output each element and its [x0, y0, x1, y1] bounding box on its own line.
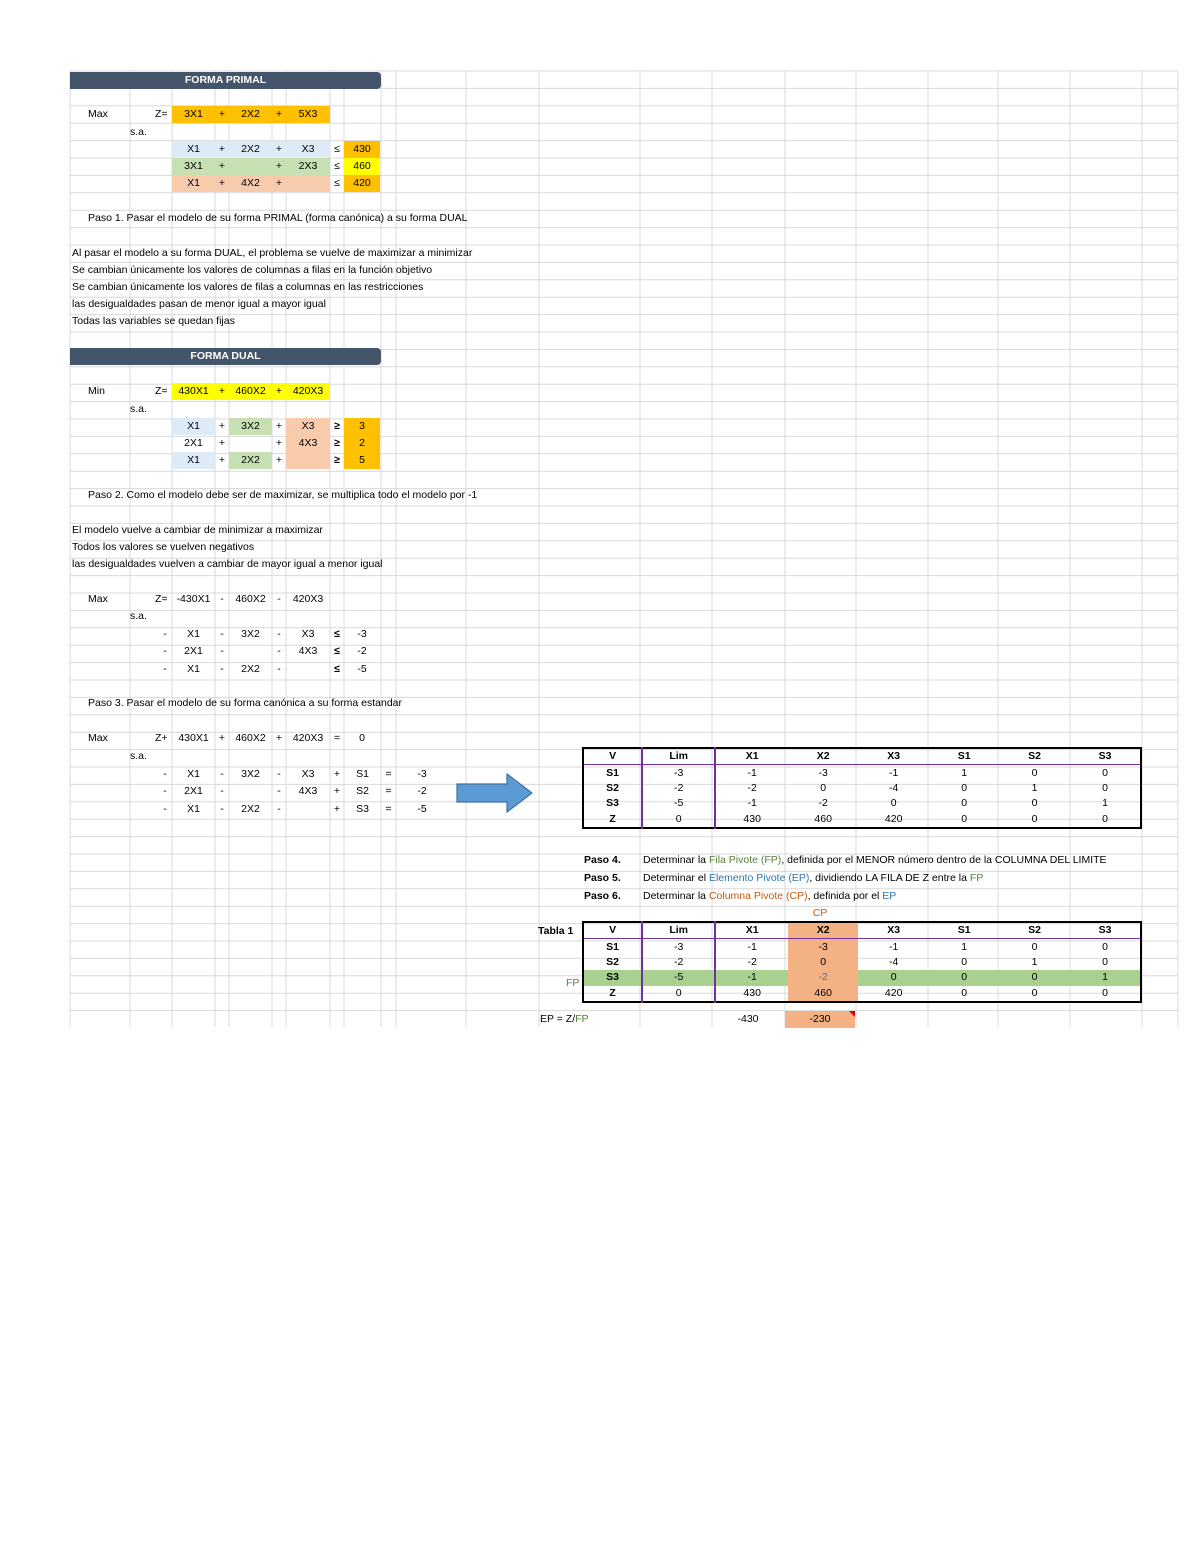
op: -	[220, 662, 224, 675]
term: X1	[187, 177, 200, 189]
step-text-part: Determinar la	[643, 854, 709, 866]
table-cell: S2	[583, 781, 642, 796]
obj-op: +	[218, 732, 226, 744]
table-cell: 0	[961, 971, 968, 984]
step-text	[643, 888, 896, 905]
op: -	[220, 785, 224, 798]
note: Se cambian únicamente los valores de filas a columnas en las restricciones	[72, 281, 424, 293]
table-cell: -3	[642, 939, 715, 955]
table-cell: 0	[1102, 781, 1108, 794]
table-cell: 1	[1102, 797, 1108, 810]
op: -	[277, 628, 281, 640]
primal-z: Z=	[155, 108, 168, 120]
obj-term: 420X3	[292, 732, 324, 744]
obj-term: -430X1	[176, 593, 211, 605]
column-header: X2	[788, 922, 858, 939]
op: +	[333, 768, 341, 780]
note: El modelo vuelve a cambiar de minimizar a maximizar	[72, 524, 323, 536]
column-header: X3	[858, 922, 929, 939]
equals: =	[385, 785, 392, 798]
table-cell: -1	[747, 797, 757, 810]
table-cell: 0	[820, 781, 827, 794]
table-cell: 0	[961, 781, 968, 794]
term: X3	[301, 628, 315, 640]
dual-objective-band	[172, 383, 330, 400]
note: Todas las variables se quedan fijas	[72, 315, 235, 327]
table-cell: -2	[747, 955, 757, 968]
std-sense: Max	[88, 732, 108, 744]
neg-sense: Max	[88, 593, 108, 605]
table-cell: -3	[818, 766, 828, 779]
obj-term: 420X3	[292, 593, 324, 605]
table-cell: -3	[642, 765, 715, 781]
term: X1	[187, 143, 200, 155]
term: 2X2	[241, 802, 260, 815]
table-cell: 0	[642, 812, 715, 828]
table-cell: -1	[889, 940, 899, 953]
term	[229, 435, 272, 452]
column-header: X1	[715, 922, 788, 939]
column-header: V	[583, 922, 642, 939]
relation: ≥	[334, 437, 340, 449]
step-text-part: , definida por el MENOR número dentro de la COLUMNA DEL LIMITE	[781, 854, 1107, 866]
table-header-row	[583, 748, 1141, 765]
obj-term: 430X1	[178, 385, 209, 397]
table-cell: -1	[747, 971, 757, 984]
obj-op: +	[275, 732, 283, 744]
table-cell: -1	[889, 766, 899, 779]
column-header: S1	[929, 922, 999, 939]
term: 4X2	[241, 177, 260, 189]
op: +	[275, 437, 283, 449]
op: -	[220, 768, 224, 780]
op: +	[218, 420, 226, 432]
ep-fp: FP	[575, 1013, 589, 1025]
term: 2X2	[241, 662, 260, 675]
relation: ≤	[334, 662, 340, 675]
table-cell: 1	[1031, 781, 1038, 794]
table-cell: 0	[1102, 955, 1108, 968]
term: X1	[187, 628, 200, 640]
term: 3X1	[184, 160, 203, 172]
rhs: 5	[344, 452, 380, 469]
column-header: V	[583, 748, 642, 765]
rhs: -5	[417, 802, 427, 815]
obj-op: +	[218, 385, 226, 397]
rhs: 420	[344, 175, 380, 192]
slack-var: S3	[356, 802, 369, 815]
obj-op: -	[277, 593, 281, 605]
table-cell: 0	[1031, 986, 1038, 999]
table-cell: 0	[1031, 940, 1038, 953]
table-cell: 0	[961, 797, 968, 810]
term: 4X3	[298, 785, 318, 798]
table-cell: 0	[1031, 812, 1038, 825]
column-header: S1	[929, 748, 999, 765]
term: X1	[187, 768, 200, 780]
term	[286, 452, 330, 469]
column-header: X3	[858, 748, 929, 765]
neg-objective	[172, 591, 330, 608]
term: 2X1	[184, 785, 203, 798]
primal-constraint-1	[172, 141, 330, 158]
term: 2X3	[298, 160, 318, 172]
term: 4X3	[298, 437, 318, 449]
obj-op: +	[218, 108, 226, 120]
obj-term: 460X2	[235, 385, 266, 397]
step-text	[643, 870, 983, 887]
column-header: Lim	[642, 748, 715, 765]
obj-term: 430X1	[178, 732, 209, 744]
ep-formula	[540, 1011, 589, 1028]
obj-op: +	[275, 108, 283, 120]
column-header: S2	[999, 748, 1070, 765]
dual-constraint-3	[172, 452, 330, 469]
neg-z: Z=	[155, 593, 168, 605]
slack-var: S1	[356, 768, 369, 780]
term: 2X2	[241, 454, 260, 466]
op: +	[218, 177, 226, 189]
table-cell: -2	[788, 970, 858, 985]
column-header: S2	[999, 922, 1070, 939]
obj-op: =	[333, 732, 341, 744]
table-1-title: Tabla 1	[538, 925, 574, 937]
term: 2X1	[184, 645, 203, 658]
table-row	[583, 812, 1141, 828]
step-text-part: EP	[882, 890, 897, 902]
sign: -	[163, 785, 167, 798]
table-cell: 420	[884, 986, 903, 999]
note: las desigualdades vuelven a cambiar de mayor igual a menor igual	[72, 558, 383, 570]
sign: -	[163, 768, 167, 780]
note: Todos los valores se vuelven negativos	[72, 541, 255, 553]
term: 3X2	[241, 628, 260, 640]
term: X3	[301, 768, 315, 780]
term: 3X2	[241, 768, 260, 780]
table-cell: Z	[583, 812, 642, 828]
table-cell: S1	[583, 939, 642, 955]
right-arrow-icon	[455, 772, 535, 814]
op: +	[218, 437, 226, 449]
op: +	[275, 420, 283, 432]
relation: ≤	[334, 645, 340, 658]
table-row	[583, 970, 1141, 985]
obj-op: +	[275, 385, 283, 397]
primal-sense: Max	[88, 108, 108, 120]
std-z: Z+	[155, 732, 168, 744]
table-cell: 0	[788, 955, 858, 970]
term	[286, 661, 330, 678]
term: X1	[187, 454, 200, 466]
table-cell: 460	[814, 812, 832, 825]
table-cell: 0	[1102, 986, 1108, 999]
table-cell: -2	[818, 797, 828, 810]
column-header: X2	[788, 748, 858, 765]
term: X3	[301, 143, 315, 155]
rhs: -2	[357, 645, 367, 658]
rhs: 2	[344, 435, 380, 452]
table-row	[583, 781, 1141, 796]
table-cell: 0	[1031, 971, 1038, 984]
sign: -	[163, 628, 167, 640]
rhs: -5	[357, 662, 367, 675]
relation: ≥	[334, 454, 340, 466]
simplex-table-initial	[582, 747, 1142, 829]
table-cell: 0	[961, 812, 968, 825]
table-cell: 0	[890, 797, 897, 810]
relation: ≤	[334, 143, 340, 155]
step-text-part: , definida por el	[807, 890, 883, 902]
obj-term: 3X1	[184, 108, 203, 120]
column-header: S3	[1070, 748, 1141, 765]
table-cell: -1	[747, 940, 757, 953]
table-header-row	[583, 922, 1141, 939]
table-cell: 1	[961, 940, 968, 953]
slack-var: S2	[356, 785, 369, 798]
op: -	[277, 645, 281, 658]
term	[229, 158, 272, 175]
table-cell: -2	[642, 955, 715, 970]
table-cell: 1	[1031, 955, 1038, 968]
step-text-part: Determinar la	[643, 890, 709, 902]
dual-constraint-2	[172, 435, 330, 452]
table-cell: 0	[961, 986, 968, 999]
step-text-part: Determinar el	[643, 872, 709, 884]
term: X3	[301, 420, 315, 432]
op: -	[220, 628, 224, 640]
op: -	[277, 802, 281, 815]
note: Al pasar el modelo a su forma DUAL, el problema se vuelve de maximizar a minimizar	[72, 247, 473, 259]
ep-label: EP = Z/	[540, 1013, 576, 1025]
obj-term: 2X2	[241, 108, 260, 120]
table-cell: -5	[642, 970, 715, 985]
table-row	[583, 986, 1141, 1002]
equals: =	[385, 768, 392, 780]
table-row	[583, 939, 1141, 955]
table-cell: 0	[1102, 812, 1108, 825]
comment-marker-icon	[849, 1011, 855, 1017]
dual-sense: Min	[88, 385, 105, 397]
primal-constraint-3	[172, 175, 330, 192]
op: +	[218, 143, 226, 155]
op: -	[277, 768, 281, 780]
op: +	[218, 160, 226, 172]
relation: ≤	[334, 628, 340, 640]
obj-term: 460X2	[235, 732, 266, 744]
op: +	[218, 454, 226, 466]
term	[286, 801, 330, 818]
dual-header: FORMA DUAL	[70, 348, 381, 365]
primal-objective-band	[172, 106, 330, 123]
column-header: X1	[715, 748, 788, 765]
term: X1	[187, 420, 200, 432]
table-cell: S1	[583, 765, 642, 781]
term: 2X1	[184, 437, 203, 449]
obj-term: 0	[359, 732, 365, 744]
relation: ≥	[334, 420, 340, 432]
step-label: Paso 4.	[584, 854, 621, 866]
term	[286, 175, 330, 192]
table-cell: -1	[747, 766, 757, 779]
table-cell: 0	[1102, 766, 1108, 779]
fp-label: FP	[566, 977, 580, 989]
table-cell: -4	[889, 781, 899, 794]
primal-constraint-2	[172, 158, 330, 175]
table-cell: Z	[583, 986, 642, 1002]
std-sa: s.a.	[130, 750, 147, 762]
obj-term: 460X2	[235, 593, 266, 605]
dual-sa: s.a.	[130, 403, 147, 415]
obj-op: -	[220, 593, 224, 605]
op: +	[275, 143, 283, 155]
op: +	[333, 802, 341, 815]
column-header: S3	[1070, 922, 1141, 939]
table-row	[583, 955, 1141, 970]
table-cell: -4	[889, 955, 899, 968]
cp-label: CP	[812, 907, 828, 919]
table-row	[583, 796, 1141, 811]
step-1: Paso 1. Pasar el modelo de su forma PRIMAL (forma canónica) a su forma DUAL	[88, 212, 468, 224]
table-cell: 0	[890, 971, 897, 984]
table-cell: 1	[961, 766, 968, 779]
table-cell: -3	[788, 939, 858, 955]
step-text-part: Elemento Pivote (EP)	[708, 872, 810, 884]
note: Se cambian únicamente los valores de columnas a filas en la función objetivo	[72, 264, 433, 276]
std-objective	[172, 730, 387, 747]
equals: =	[385, 802, 392, 815]
step-text-part: Fila Pivote (FP)	[708, 854, 782, 866]
relation: ≤	[334, 177, 340, 189]
op: +	[275, 160, 283, 172]
term: X1	[187, 662, 200, 675]
term: 4X3	[298, 645, 318, 658]
op: -	[220, 645, 224, 658]
table-cell: S3	[583, 796, 642, 811]
term: X1	[187, 802, 200, 815]
step-text-part: , dividiendo LA FILA DE Z entre la	[809, 872, 970, 884]
sign: -	[163, 645, 167, 658]
table-cell: 0	[1031, 766, 1038, 779]
primal-header: FORMA PRIMAL	[70, 72, 381, 89]
op: +	[333, 785, 341, 798]
rhs: -2	[417, 785, 427, 798]
column-header: Lim	[642, 922, 715, 939]
sign: -	[163, 662, 167, 675]
neg-sa: s.a.	[130, 610, 147, 622]
op: +	[275, 177, 283, 189]
table-cell: 430	[743, 812, 761, 825]
table-cell: 0	[961, 955, 968, 968]
primal-sa: s.a.	[130, 126, 147, 138]
step-text-part: Columna Pivote (CP)	[708, 890, 808, 902]
table-cell: S3	[583, 970, 642, 985]
table-cell: 430	[743, 986, 761, 999]
term	[229, 643, 272, 660]
term	[229, 783, 272, 800]
op: +	[275, 454, 283, 466]
obj-term: 420X3	[292, 385, 324, 397]
ep-x1: -430	[737, 1013, 759, 1025]
op: -	[277, 785, 281, 798]
rhs: -3	[357, 628, 367, 640]
table-cell: 1	[1102, 971, 1108, 984]
table-cell: 0	[642, 986, 715, 1002]
sign: -	[163, 802, 167, 815]
table-cell: -2	[747, 781, 757, 794]
table-cell: -2	[642, 781, 715, 796]
op: -	[220, 802, 224, 815]
term: 3X2	[241, 420, 260, 432]
table-cell: 460	[788, 986, 858, 1002]
relation: ≤	[334, 160, 340, 172]
simplex-table-1	[582, 921, 1142, 1003]
step-label: Paso 6.	[584, 890, 621, 902]
dual-z: Z=	[155, 385, 168, 397]
table-cell: S2	[583, 955, 642, 970]
note: las desigualdades pasan de menor igual a mayor igual	[72, 298, 326, 310]
rhs: -3	[417, 768, 427, 780]
op: -	[277, 662, 281, 675]
table-row	[583, 765, 1141, 781]
table-cell: 420	[884, 812, 903, 825]
rhs: 3	[344, 418, 380, 435]
step-label: Paso 5.	[584, 872, 621, 884]
step-text	[643, 852, 1107, 869]
term: 2X2	[241, 143, 260, 155]
rhs: 460	[344, 158, 380, 175]
table-cell: 0	[1031, 797, 1038, 810]
obj-term: 5X3	[298, 108, 318, 120]
table-cell: 0	[1102, 940, 1108, 953]
step-3: Paso 3. Pasar el modelo de su forma canónica a su forma estandar	[88, 697, 403, 709]
dual-constraint-1	[172, 418, 330, 435]
ep-x2: -230	[785, 1011, 855, 1028]
rhs: 430	[344, 141, 380, 158]
table-cell: -5	[642, 796, 715, 811]
step-text-part: FP	[969, 872, 984, 884]
step-2: Paso 2. Como el modelo debe ser de maximizar, se multiplica todo el modelo por -1	[88, 489, 478, 501]
